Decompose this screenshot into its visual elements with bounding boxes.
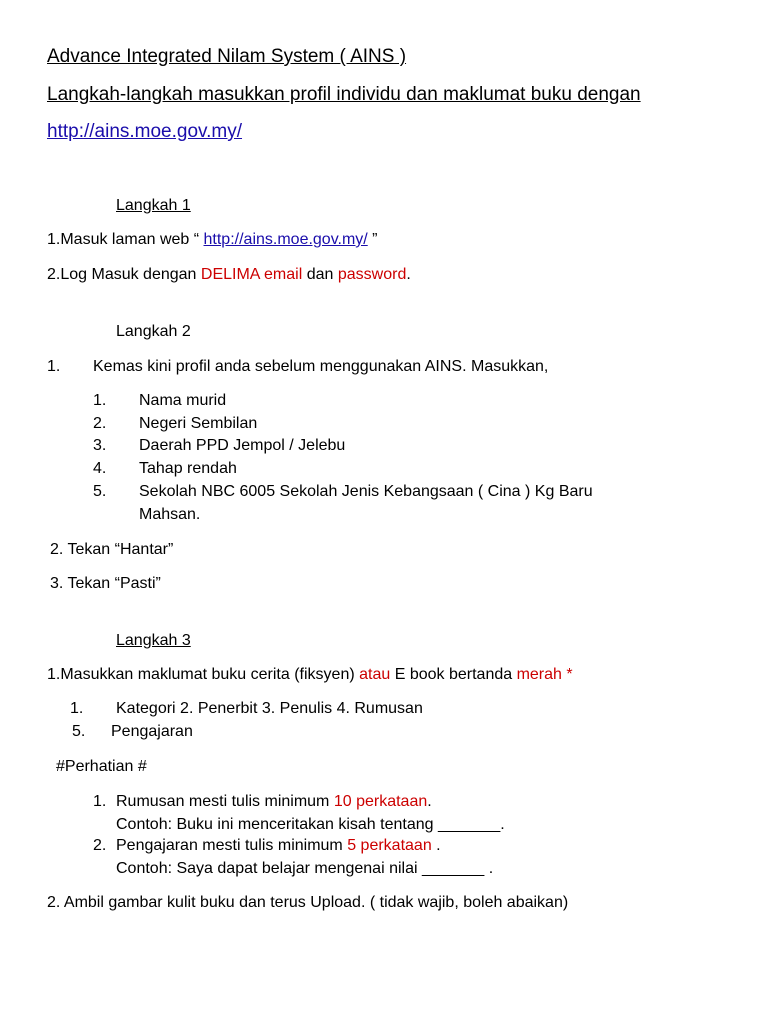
step3-heading: Langkah 3 [116, 632, 191, 649]
step2-heading: Langkah 2 [116, 323, 191, 340]
step3-item2: 2. Ambil gambar kulit buku dan terus Upload. ( tidak wajib, boleh abaikan) [47, 894, 569, 911]
min-words-5: 5 perkataan [347, 837, 432, 854]
step3-list-line2: Pengajaran [111, 723, 193, 740]
step1-item1: 1.Masuk laman web “ http://ains.moe.gov.my/ ” [47, 231, 378, 248]
merah-text: merah * [516, 666, 573, 683]
step2-sub-text: Nama murid [139, 392, 227, 409]
note2-example: Contoh: Saya dapat belajar mengenai nilai _______ . [116, 860, 494, 877]
doc-title: Advance Integrated Nilam System ( AINS ) [47, 46, 407, 67]
note1-example: Contoh: Buku ini menceritakan kisah tentang _______. [116, 816, 505, 833]
delima-email-text: DELIMA email [200, 266, 303, 283]
password-text: password [337, 266, 407, 283]
step2-sub-num: 3. [93, 437, 107, 454]
atau-text: atau [359, 666, 391, 683]
step2-item1-text: Kemas kini profil anda sebelum menggunakan AINS. Masukkan, [93, 358, 549, 375]
header-link-line [47, 120, 242, 144]
step2-sub-text: Negeri Sembilan [139, 415, 258, 432]
ains-link-inline[interactable]: http://ains.moe.gov.my/ [203, 231, 368, 248]
step3-item1: 1.Masukkan maklumat buku cerita (fiksyen) atau E book bertanda merah * [47, 666, 573, 683]
note1-text: Rumusan mesti tulis minimum 10 perkataan. [116, 793, 432, 810]
note-num: 1. [93, 793, 107, 810]
step2-sub-text: Tahap rendah [139, 460, 237, 477]
step2-item1-num: 1. [47, 358, 61, 375]
step1-heading: Langkah 1 [116, 197, 191, 214]
step2-sub-num: 2. [93, 415, 107, 432]
doc-subtitle: Langkah-langkah masukkan profil individu dan maklumat buku dengan [47, 84, 641, 105]
step2-sub-num: 4. [93, 460, 107, 477]
step3-list-num: 1. [70, 700, 84, 717]
step2-sub-text: Sekolah NBC 6005 Sekolah Jenis Kebangsaan ( Cina ) Kg Baru [139, 483, 593, 500]
note-heading: #Perhatian # [56, 758, 147, 775]
step1-item2: 2.Log Masuk dengan DELIMA email dan password. [47, 266, 411, 283]
min-words-10: 10 perkataan [333, 793, 428, 810]
step2-sub-num: 1. [93, 392, 107, 409]
step3-list-line1: Kategori 2. Penerbit 3. Penulis 4. Rumusan [116, 700, 423, 717]
step3-list-num: 5. [72, 723, 86, 740]
step2-sub-num: 5. [93, 483, 107, 500]
step2-sub-text-cont: Mahsan. [139, 506, 201, 523]
ains-link[interactable]: http://ains.moe.gov.my/ [47, 121, 243, 142]
step2-item2: 2. Tekan “Hantar” [50, 541, 174, 558]
step2-sub-text: Daerah PPD Jempol / Jelebu [139, 437, 346, 454]
note-num: 2. [93, 837, 107, 854]
note2-text: Pengajaran mesti tulis minimum 5 perkataan . [116, 837, 441, 854]
step2-item3: 3. Tekan “Pasti” [50, 575, 161, 592]
